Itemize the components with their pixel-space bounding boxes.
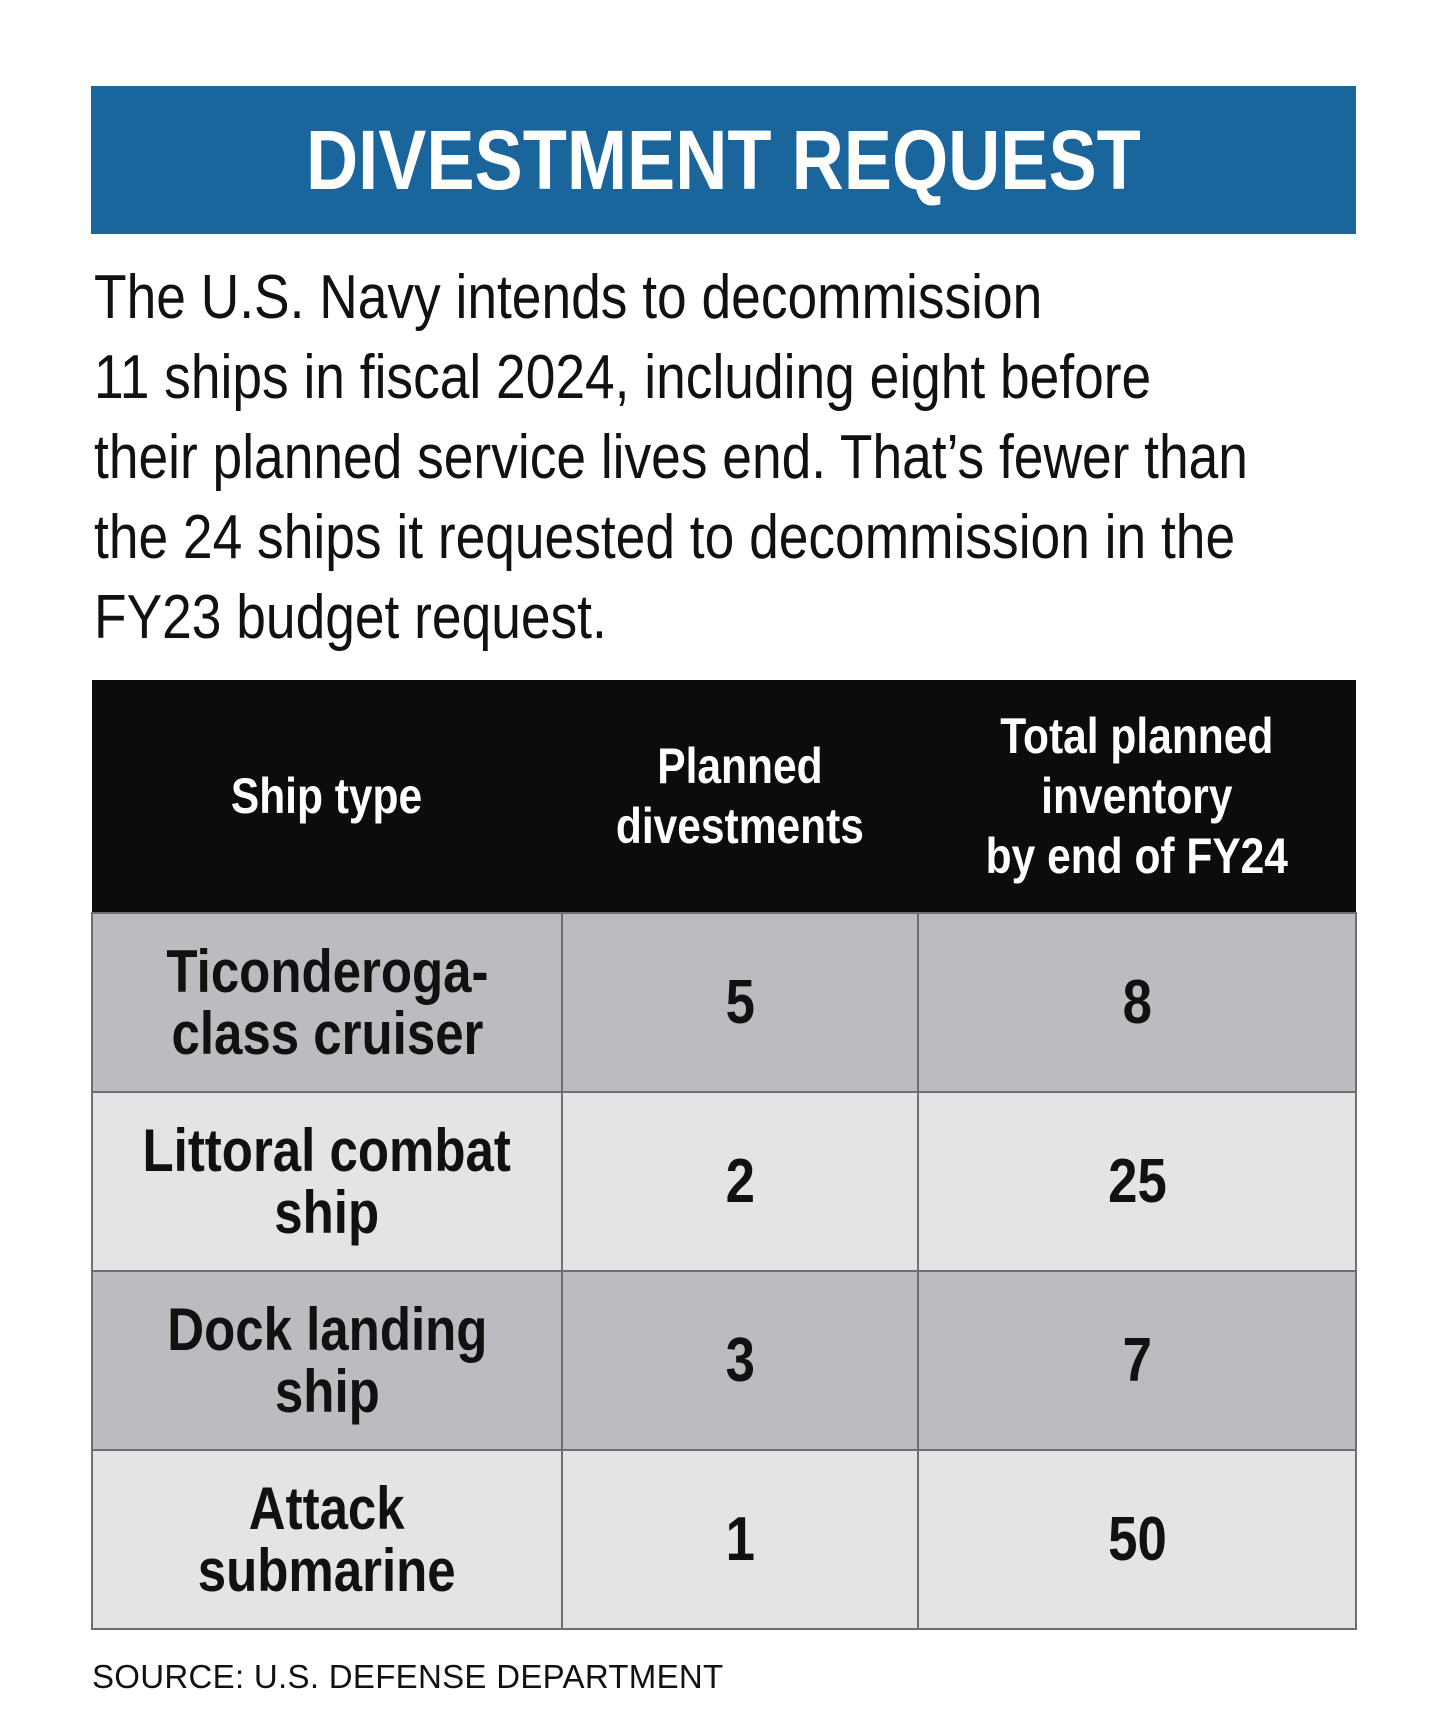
planned-divestments-cell xyxy=(562,1092,918,1271)
source-note: SOURCE: U.S. DEFENSE DEPARTMENT xyxy=(92,1658,724,1695)
planned-divestments-cell xyxy=(562,913,918,1092)
intro-line: FY23 budget request. xyxy=(94,583,607,652)
divestment-table xyxy=(91,680,1357,1630)
ship-type-cell xyxy=(92,913,562,1092)
column-header-line: by end of FY24 xyxy=(985,828,1289,884)
total-inventory-cell xyxy=(918,1450,1356,1629)
total-inventory-cell xyxy=(918,913,1356,1092)
intro-line: The U.S. Navy intends to decommission xyxy=(94,263,1043,332)
ship-type-cell xyxy=(92,1271,562,1450)
column-header-line: inventory xyxy=(1041,768,1233,824)
ship-type-line: Attack xyxy=(249,1474,405,1542)
column-header-total-planned-inventory xyxy=(918,680,1356,913)
column-header-line: Ship type xyxy=(231,768,423,824)
ship-type-line: Littoral combat xyxy=(142,1116,512,1184)
column-header-ship-type xyxy=(92,680,562,913)
title-banner xyxy=(91,86,1356,234)
total-inventory-value: 50 xyxy=(1107,1505,1167,1574)
column-header-line: Planned xyxy=(657,738,823,794)
ship-type-line: Dock landing xyxy=(166,1295,488,1363)
ship-type-cell xyxy=(92,1092,562,1271)
table-row xyxy=(92,1092,1356,1271)
page-title: DIVESTMENT REQUEST xyxy=(306,113,1141,207)
planned-divestments-value: 1 xyxy=(725,1505,755,1574)
table-row xyxy=(92,913,1356,1092)
ship-type-line: ship xyxy=(274,1178,380,1246)
table-header-row xyxy=(92,680,1356,913)
planned-divestments-cell xyxy=(562,1271,918,1450)
total-inventory-value: 8 xyxy=(1122,968,1152,1037)
intro-line: 11 ships in fiscal 2024, including eight before xyxy=(94,343,1152,412)
column-header-line: Total planned xyxy=(1000,708,1274,764)
column-header-line: divestments xyxy=(615,798,865,854)
planned-divestments-value: 2 xyxy=(725,1147,755,1216)
table-row xyxy=(92,1450,1356,1629)
column-header-planned-divestments xyxy=(562,680,918,913)
planned-divestments-value: 3 xyxy=(725,1326,755,1395)
ship-type-line: class cruiser xyxy=(171,999,483,1067)
planned-divestments-value: 5 xyxy=(725,968,755,1037)
total-inventory-cell xyxy=(918,1271,1356,1450)
intro-line: the 24 ships it requested to decommission in the xyxy=(94,503,1236,572)
ship-type-cell xyxy=(92,1450,562,1629)
total-inventory-value: 7 xyxy=(1122,1326,1152,1395)
intro-paragraph xyxy=(94,258,1248,658)
total-inventory-cell xyxy=(918,1092,1356,1271)
planned-divestments-cell xyxy=(562,1450,918,1629)
ship-type-line: ship xyxy=(274,1357,380,1425)
total-inventory-value: 25 xyxy=(1107,1147,1167,1216)
ship-type-line: submarine xyxy=(198,1536,456,1604)
intro-line: their planned service lives end. That’s fewer than xyxy=(94,423,1248,492)
table-row xyxy=(92,1271,1356,1450)
ship-type-line: Ticonderoga- xyxy=(165,937,489,1005)
